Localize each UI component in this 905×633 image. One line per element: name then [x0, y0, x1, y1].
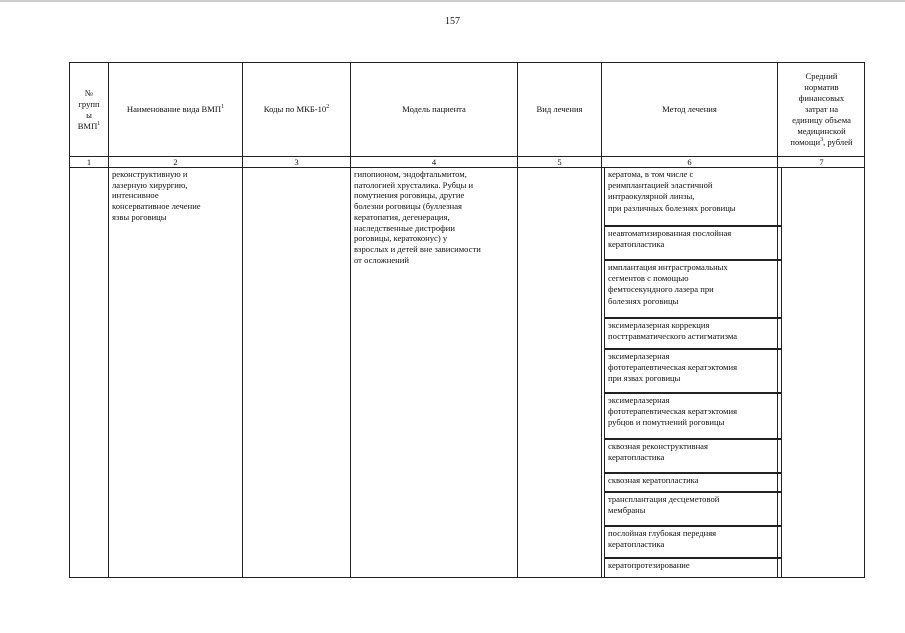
method-item: трансплантация десцеметовой мембраны [604, 492, 782, 526]
column-number: 3 [294, 157, 299, 167]
column-number: 4 [431, 157, 437, 167]
method-item: неавтоматизированная послойная кератопластика [604, 226, 782, 260]
method-item: эксимерлазерная коррекция посттравматического астигматизма [604, 318, 782, 349]
method-item: имплантация интрастромальных сегментов с помощью фемтосекундного лазера при болезнях роговицы [604, 260, 782, 318]
column-number: 2 [173, 157, 178, 167]
method-item: эксимерлазерная фототерапевтическая кератэктомия рубцов и помутнений роговицы [604, 393, 782, 439]
header-icd-codes: Коды по МКБ-$10^2$ [263, 104, 330, 114]
patient-model-cell: гипопионом, эндофтальмитом, патологией хрусталика. Рубцы и помутнения роговицы, другие болезни роговицы (буллезная кератопатия, дегенерация, наследственные дистрофии роговицы, кератоконус) у взрослых и детей вне зависимости от осложнений [354, 169, 481, 265]
page-top-rule [0, 0, 905, 2]
header-treatment-method: Метод лечения [662, 104, 717, 114]
column-number: 5 [557, 157, 562, 167]
header-average-cost: Средний норматив финансовых затрат на единицу объема медицинской помощи$^3$, рублей [790, 71, 853, 147]
method-item: послойная глубокая передняя кератопластика [604, 526, 782, 558]
method-item: эксимерлазерная фототерапевтическая кератэктомия при язвах роговицы [604, 349, 782, 393]
method-item: кератопротезирование [604, 558, 782, 578]
method-item: кератома, в том числе с реимплантацией эластичной интраокулярной линзы, при различных болезнях роговицы [604, 167, 782, 226]
method-item: сквозная кератопластика [604, 473, 782, 492]
header-group-number: № групп ы ВМП$^1$ [77, 87, 101, 131]
vmp-name-cell: реконструктивную и лазерную хирургию, интенсивное консервативное лечение язвы роговицы [112, 169, 201, 222]
method-item: сквозная реконструктивная кератопластика [604, 439, 782, 473]
header-patient-model: Модель пациента [402, 104, 466, 114]
header-vmp-name: Наименование вида ВМП$^1$ [126, 104, 225, 114]
page-number: 157 [445, 16, 460, 27]
column-number: 6 [687, 157, 692, 167]
header-treatment-type: Вид лечения [536, 104, 583, 114]
column-number: 7 [819, 157, 824, 167]
column-number: 1 [86, 157, 92, 167]
